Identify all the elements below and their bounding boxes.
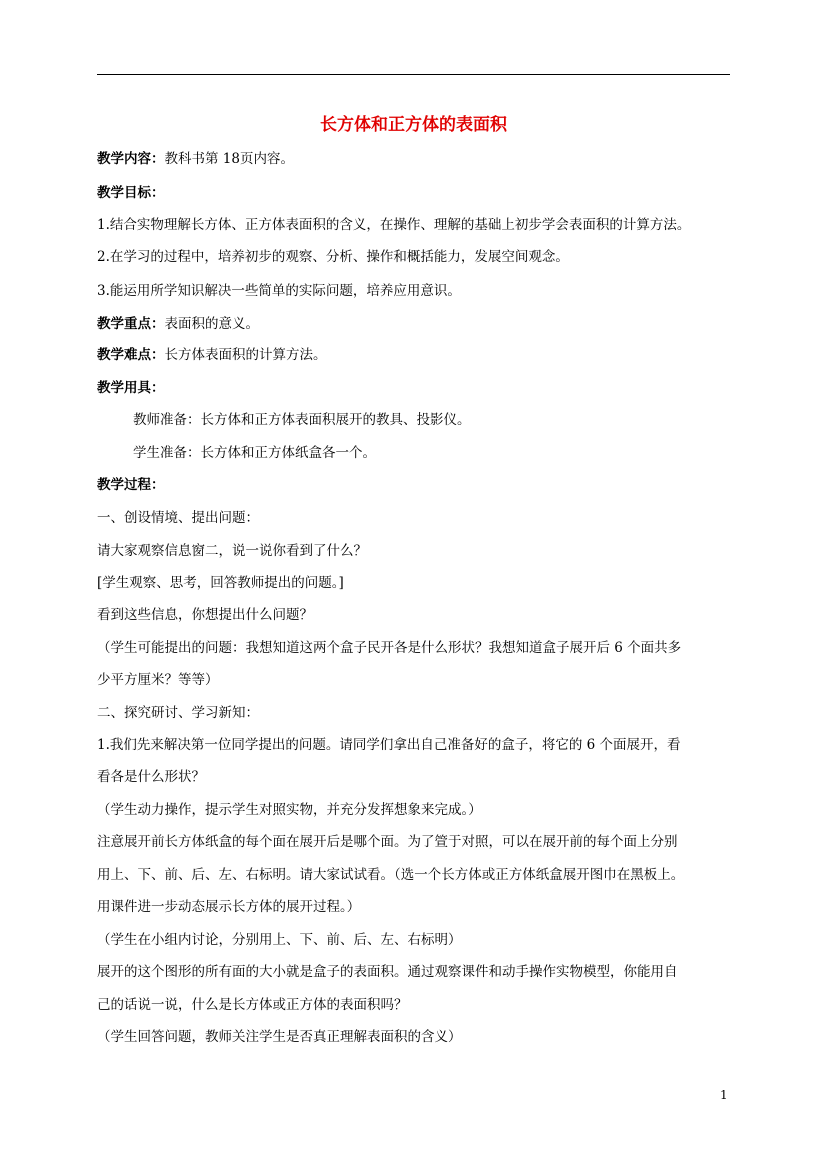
objectives-label: 教学目标：	[97, 185, 165, 201]
key-point-text: 表面积的意义。	[164, 316, 259, 332]
difficulty-line	[97, 346, 327, 364]
tools-label: 教学用具：	[97, 380, 165, 396]
difficulty-label: 教学难点：	[97, 347, 165, 363]
content-text: 教科书第 18页内容。	[164, 151, 294, 167]
content-line	[97, 150, 294, 168]
page-number: 1	[720, 1088, 728, 1102]
process-line: （学生动力操作，提示学生对照实物，并充分发挥想象来完成。）	[97, 802, 482, 818]
process-line: 一、创设情境、提出问题：	[97, 510, 259, 526]
process-line: 二、探究研讨、学习新知：	[97, 705, 259, 721]
process-line: 己的话说一说，什么是长方体或正方体的表面积吗？	[97, 997, 408, 1013]
header-rule	[97, 74, 730, 75]
process-line: [学生观察、思考，回答教师提出的问题。]	[97, 575, 344, 591]
process-line: 展开的这个图形的所有面的大小就是盒子的表面积。通过观察课件和动手操作实物模型，你能用自	[97, 964, 678, 980]
page-title: 长方体和正方体的表面积	[320, 115, 507, 135]
process-line: 请大家观察信息窗二，说一说你看到了什么？	[97, 543, 367, 559]
process-label: 教学过程：	[97, 477, 165, 493]
key-point-line	[97, 315, 259, 333]
process-line: （学生回答问题，教师关注学生是否真正理解表面积的含义）	[97, 1029, 462, 1045]
objective-item: 1.结合实物理解长方体、正方体表面积的含义，在操作、理解的基础上初步学会表面积的计算方法。	[97, 217, 691, 233]
difficulty-text: 长方体表面积的计算方法。	[164, 347, 327, 363]
process-line: 看到这些信息，你想提出什么问题？	[97, 607, 313, 623]
process-line: （学生在小组内讨论，分别用上、下、前、后、左、右标明）	[97, 932, 462, 948]
process-line: 注意展开前长方体纸盒的每个面在展开后是哪个面。为了箮于对照，可以在展开前的每个面上分别	[97, 834, 678, 850]
process-line: 1.我们先来解决第一位同学提出的问题。请同学们拿出自己准备好的盒子，将它的 6 个面展开，看	[97, 737, 681, 753]
tools-student: 学生准备：长方体和正方体纸盒各一个。	[133, 445, 376, 461]
process-line: 看各是什么形状？	[97, 769, 205, 785]
process-line: 用课件进一步动态展示长方体的展开过程。）	[97, 899, 361, 915]
tools-teacher: 教师准备：长方体和正方体表面积展开的教具、投影仪。	[133, 412, 471, 428]
objective-item: 2.在学习的过程中，培养初步的观察、分析、操作和概括能力，发展空间观念。	[97, 249, 569, 265]
process-line: 用上、下、前、后、左、右标明。请大家试试看。（选一个长方体或正方体纸盒展开图巾在黑板上。	[97, 867, 685, 883]
objective-item: 3.能运用所学知识解决一些简单的实际问题，培养应用意识。	[97, 283, 461, 299]
key-point-label: 教学重点：	[97, 316, 165, 332]
process-line: （学生可能提出的问题：我想知道这两个盒子民开各是什么形状？我想知道盒子展开后 6 个面共多	[97, 640, 682, 656]
content-label: 教学内容：	[97, 151, 165, 167]
process-line: 少平方厘米？等等）	[97, 672, 219, 688]
